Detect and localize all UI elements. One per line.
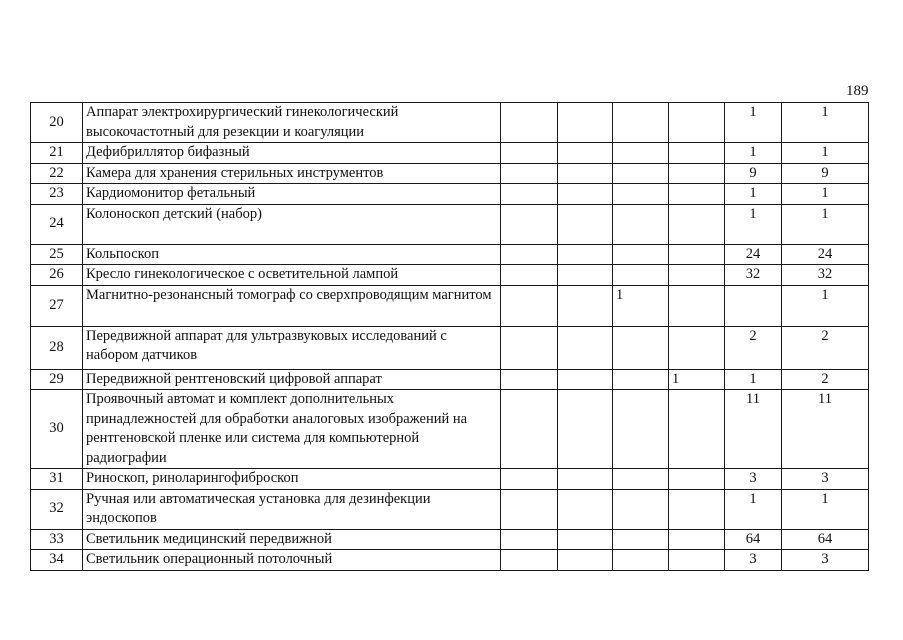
table-row	[31, 204, 869, 244]
cell-col3	[501, 163, 558, 184]
cell-col8: 1	[782, 489, 869, 529]
cell-col6	[669, 469, 725, 490]
cell-col3	[501, 204, 558, 244]
cell-col3	[501, 369, 558, 390]
cell-col8: 64	[782, 529, 869, 550]
cell-col8: 9	[782, 163, 869, 184]
row-number: 29	[31, 369, 83, 390]
cell-col8: 11	[782, 390, 869, 469]
cell-col8: 2	[782, 369, 869, 390]
table-row	[31, 529, 869, 550]
row-number: 31	[31, 469, 83, 490]
cell-col3	[501, 390, 558, 469]
row-number: 24	[31, 204, 83, 244]
page-number: 189	[846, 83, 869, 99]
cell-col8: 1	[782, 184, 869, 205]
row-number: 25	[31, 244, 83, 265]
cell-col5	[613, 529, 669, 550]
cell-col5	[613, 103, 669, 143]
cell-col3	[501, 103, 558, 143]
cell-col8: 3	[782, 469, 869, 490]
cell-col6	[669, 163, 725, 184]
table-row	[31, 184, 869, 205]
equipment-table	[30, 102, 869, 571]
equipment-name: Дефибриллятор бифазный	[83, 143, 501, 164]
cell-col4	[558, 529, 613, 550]
row-number: 28	[31, 326, 83, 369]
cell-col6	[669, 244, 725, 265]
cell-col3	[501, 550, 558, 571]
cell-col4	[558, 265, 613, 286]
cell-col4	[558, 550, 613, 571]
cell-col5	[613, 469, 669, 490]
table-row	[31, 143, 869, 164]
cell-col3	[501, 529, 558, 550]
cell-col4	[558, 184, 613, 205]
row-number: 21	[31, 143, 83, 164]
cell-col4	[558, 369, 613, 390]
row-number: 27	[31, 285, 83, 326]
cell-col3	[501, 469, 558, 490]
cell-col4	[558, 489, 613, 529]
cell-col7: 1	[725, 184, 782, 205]
table-row	[31, 163, 869, 184]
cell-col7: 64	[725, 529, 782, 550]
cell-col5	[613, 326, 669, 369]
cell-col4	[558, 285, 613, 326]
cell-col8: 1	[782, 285, 869, 326]
row-number: 33	[31, 529, 83, 550]
cell-col5	[613, 390, 669, 469]
cell-col3	[501, 326, 558, 369]
equipment-name: Проявочный автомат и комплект дополнительных принадлежностей для обработки аналоговых изображений на рентгеновской пленке или система для компьютерной радиографии	[83, 390, 501, 469]
table-row	[31, 469, 869, 490]
row-number: 23	[31, 184, 83, 205]
equipment-name: Кресло гинекологическое с осветительной лампой	[83, 265, 501, 286]
row-number: 32	[31, 489, 83, 529]
cell-col4	[558, 143, 613, 164]
cell-col6	[669, 489, 725, 529]
table-row	[31, 285, 869, 326]
cell-col4	[558, 244, 613, 265]
equipment-name: Передвижной аппарат для ультразвуковых исследований с набором датчиков	[83, 326, 501, 369]
table-row	[31, 390, 869, 469]
cell-col4	[558, 163, 613, 184]
table-row	[31, 265, 869, 286]
cell-col4	[558, 326, 613, 369]
cell-col7: 2	[725, 326, 782, 369]
cell-col7: 3	[725, 469, 782, 490]
cell-col5	[613, 489, 669, 529]
cell-col7	[725, 285, 782, 326]
equipment-name: Светильник операционный потолочный	[83, 550, 501, 571]
cell-col5	[613, 204, 669, 244]
equipment-name: Магнитно-резонансный томограф со сверхпроводящим магнитом	[83, 285, 501, 326]
cell-col7: 3	[725, 550, 782, 571]
equipment-name: Аппарат электрохирургический гинекологический высокочастотный для резекции и коагуляции	[83, 103, 501, 143]
row-number: 34	[31, 550, 83, 571]
cell-col3	[501, 285, 558, 326]
row-number: 30	[31, 390, 83, 469]
cell-col7: 11	[725, 390, 782, 469]
cell-col7: 1	[725, 204, 782, 244]
cell-col7: 9	[725, 163, 782, 184]
cell-col8: 1	[782, 143, 869, 164]
table-row	[31, 326, 869, 369]
cell-col7: 32	[725, 265, 782, 286]
cell-col7: 1	[725, 489, 782, 529]
cell-col5: 1	[613, 285, 669, 326]
equipment-name: Ручная или автоматическая установка для дезинфекции эндоскопов	[83, 489, 501, 529]
cell-col6	[669, 550, 725, 571]
cell-col8: 1	[782, 204, 869, 244]
cell-col3	[501, 489, 558, 529]
cell-col4	[558, 469, 613, 490]
cell-col5	[613, 163, 669, 184]
cell-col6	[669, 204, 725, 244]
equipment-name: Кольпоскоп	[83, 244, 501, 265]
cell-col6	[669, 143, 725, 164]
cell-col8: 2	[782, 326, 869, 369]
equipment-name: Кардиомонитор фетальный	[83, 184, 501, 205]
cell-col8: 3	[782, 550, 869, 571]
cell-col4	[558, 390, 613, 469]
cell-col8: 32	[782, 265, 869, 286]
cell-col6: 1	[669, 369, 725, 390]
cell-col8: 1	[782, 103, 869, 143]
cell-col3	[501, 244, 558, 265]
cell-col3	[501, 265, 558, 286]
cell-col6	[669, 390, 725, 469]
cell-col6	[669, 529, 725, 550]
cell-col6	[669, 326, 725, 369]
cell-col4	[558, 103, 613, 143]
cell-col6	[669, 285, 725, 326]
row-number: 22	[31, 163, 83, 184]
cell-col3	[501, 184, 558, 205]
table-row	[31, 489, 869, 529]
cell-col4	[558, 204, 613, 244]
equipment-name: Светильник медицинский передвижной	[83, 529, 501, 550]
cell-col6	[669, 103, 725, 143]
cell-col5	[613, 184, 669, 205]
row-number: 26	[31, 265, 83, 286]
cell-col5	[613, 265, 669, 286]
table-row	[31, 369, 869, 390]
table-row	[31, 244, 869, 265]
cell-col3	[501, 143, 558, 164]
cell-col7: 24	[725, 244, 782, 265]
cell-col5	[613, 143, 669, 164]
cell-col7: 1	[725, 143, 782, 164]
equipment-name: Риноскоп, риноларингофиброскоп	[83, 469, 501, 490]
row-number: 20	[31, 103, 83, 143]
cell-col5	[613, 550, 669, 571]
cell-col6	[669, 184, 725, 205]
cell-col8: 24	[782, 244, 869, 265]
cell-col7: 1	[725, 103, 782, 143]
equipment-name: Передвижной рентгеновский цифровой аппарат	[83, 369, 501, 390]
cell-col7: 1	[725, 369, 782, 390]
cell-col5	[613, 244, 669, 265]
cell-col6	[669, 265, 725, 286]
cell-col5	[613, 369, 669, 390]
table-row	[31, 550, 869, 571]
table-row	[31, 103, 869, 143]
equipment-name: Колоноскоп детский (набор)	[83, 204, 501, 244]
equipment-name: Камера для хранения стерильных инструментов	[83, 163, 501, 184]
